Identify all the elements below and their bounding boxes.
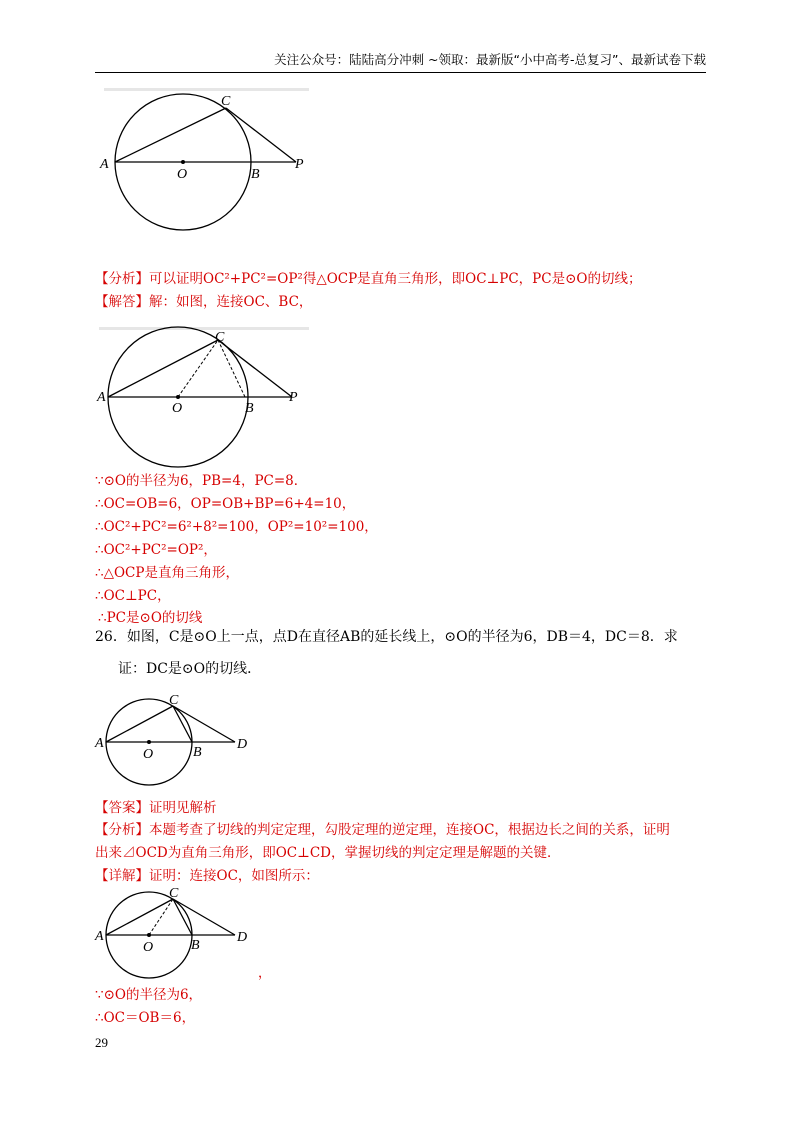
step-26-1: ∵⊙O的半径为6， (95, 987, 203, 1003)
analysis-26-line-2: 出来⊿OCD为直角三角形，即OC⊥CD，掌握切线的判定定理是解题的关键． (95, 845, 561, 861)
label-o: O (143, 940, 154, 955)
figure-3-question-diagram (95, 690, 255, 790)
step-26-2: ∴OC＝OB＝6， (95, 1010, 196, 1026)
label-p: P (289, 390, 298, 405)
question-26-line-1: 26．如图，C是⊙O上一点，点D在直径AB的延长线上，⊙O的半径为6，DB＝4，DC＝8．求 (95, 629, 678, 645)
label-b: B (191, 938, 200, 953)
label-o: O (143, 747, 154, 762)
answer-text: 解：如图，连接OC、BC， (149, 294, 313, 310)
detail-tag: 【详解】 (95, 868, 149, 884)
figure-1-circle-tangent (100, 88, 310, 248)
label-d: D (237, 930, 248, 945)
label-b: B (193, 745, 202, 760)
answer-1 (95, 292, 312, 312)
analysis-text: 可以证明OC²+PC²=OP²得△OCP是直角三角形，即OC⊥PC，PC是⊙O的切线； (149, 271, 642, 287)
label-o: O (172, 401, 183, 416)
analysis-tag: 【分析】 (95, 822, 149, 838)
figure-2-circle-tangent-construction (95, 327, 310, 472)
label-c: C (215, 330, 225, 345)
label-b: B (245, 401, 254, 416)
step-7: ∴PC是⊙O的切线 (98, 610, 203, 626)
analysis-1 (95, 269, 641, 289)
analysis-text: 本题考查了切线的判定定理，勾股定理的逆定理，连接OC，根据边长之间的关系，证明 (149, 822, 670, 838)
step-6: ∴OC⊥PC， (95, 588, 171, 604)
answer-26 (95, 798, 217, 818)
trailing-comma: ， (258, 966, 272, 981)
analysis-26-line-1 (95, 820, 670, 840)
figure-4-solution-diagram (95, 885, 255, 985)
answer-tag: 【解答】 (95, 294, 149, 310)
analysis-tag: 【分析】 (95, 271, 149, 287)
label-a: A (95, 736, 104, 751)
answer-tag: 【答案】 (95, 800, 149, 816)
detail-text: 证明：连接OC，如图所示： (149, 868, 319, 884)
label-c: C (169, 693, 179, 708)
step-3: ∴OC²+PC²=6²+8²=100，OP²=10²=100， (95, 519, 378, 535)
page-number: 29 (95, 1035, 108, 1050)
label-c: C (169, 886, 179, 901)
step-2: ∴OC=OB=6，OP=OB+BP=6+4=10， (95, 496, 356, 512)
page-header: 关注公众号：陆陆高分冲刺 ~领取：最新版“小中高考-总复习”、最新试卷下载 (95, 50, 706, 73)
step-1: ∵⊙O的半径为6，PB=4，PC=8． (95, 473, 308, 489)
answer-text: 证明见解析 (149, 800, 217, 816)
label-b: B (251, 167, 260, 182)
step-5: ∴△OCP是直角三角形， (95, 565, 239, 581)
step-4: ∴OC²+PC²=OP²， (95, 542, 217, 558)
detail-26 (95, 866, 319, 886)
label-a: A (95, 929, 104, 944)
label-d: D (237, 737, 248, 752)
label-a: A (100, 157, 109, 172)
label-o: O (177, 167, 188, 182)
label-c: C (221, 94, 231, 109)
question-26-line-2: 证：DC是⊙O的切线． (118, 661, 262, 677)
label-a: A (97, 390, 106, 405)
label-p: P (295, 157, 304, 172)
